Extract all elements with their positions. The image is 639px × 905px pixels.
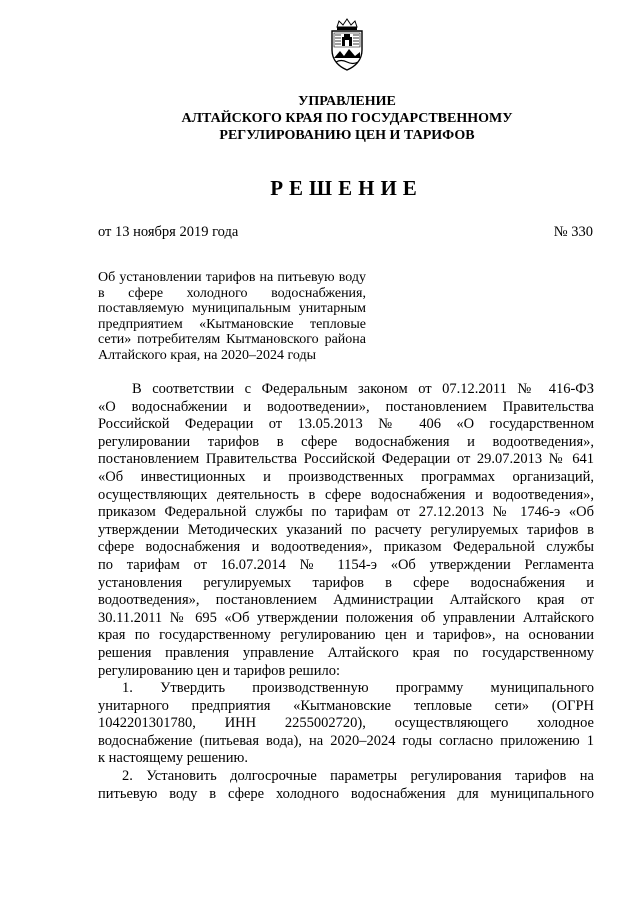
text-line: регулировании тарифов в сфере водоснабжения и водоотведения», bbox=[98, 433, 594, 450]
text-line: «Об инвестиционных и производственных программах организаций, bbox=[98, 468, 594, 485]
document-date: от 13 ноября 2019 года bbox=[98, 224, 239, 240]
agency-header bbox=[160, 93, 534, 144]
text-line: 30.11.2011 № 695 «Об утверждении положения об управлении Алтайского bbox=[98, 609, 594, 626]
text-line: решения правления управление Алтайского края по государственному bbox=[98, 644, 594, 661]
text-line: В соответствии с Федеральным законом от 07.12.2011 № 416-ФЗ bbox=[132, 381, 594, 397]
text-line: 1042201301780, ИНН 2255002720), осуществляющего холодное bbox=[98, 715, 594, 732]
text-line: по тарифам от 16.07.2014 № 1154-э «Об утверждении Регламента bbox=[98, 556, 594, 573]
body-paragraph-2 bbox=[98, 680, 594, 768]
text-line: «О водоснабжении и водоотведении», постановлением Правительства bbox=[98, 398, 594, 415]
text-line: питьевую воду в сфере холодного водоснабжения для муниципального bbox=[98, 785, 594, 802]
body-paragraph-3 bbox=[98, 768, 594, 803]
text-line: 1. Утвердить производственную программу муниципального bbox=[122, 680, 594, 697]
text-line: Российской Федерации от 13.05.2013 № 406 «О государственном bbox=[98, 416, 594, 433]
document-body bbox=[98, 381, 594, 803]
text-line: приказом Федеральной службы по тарифам от 27.12.2013 № 1746-э «Об bbox=[98, 504, 594, 521]
text-line: регулированию цен и тарифов решило: bbox=[98, 662, 340, 679]
document-title: РЕШЕНИЕ bbox=[270, 176, 423, 200]
text-line: водоотведения», постановлением Администрации Алтайского края от bbox=[98, 592, 594, 609]
text-line: сфере водоснабжения и водоотведения», приказом Федеральной службы bbox=[98, 539, 594, 556]
document-number: № 330 bbox=[553, 224, 593, 240]
text-line: края по государственному регулированию цен и тарифов», на основании bbox=[98, 627, 594, 644]
header-line: УПРАВЛЕНИЕ bbox=[298, 94, 396, 109]
body-paragraph-1 bbox=[98, 381, 594, 680]
document-subject: Об установлении тарифов на питьевую воду в сфере холодного водоснабжения, поставляемую муниципальным унитарным предприятием «Кытмановские тепловые сети» потребителям Кытмановского района Алтайского края, на 2020–2024 годы bbox=[98, 270, 366, 363]
header-line: РЕГУЛИРОВАНИЮ ЦЕН И ТАРИФОВ bbox=[219, 128, 475, 143]
text-line: 2. Установить долгосрочные параметры регулирования тарифов на bbox=[122, 768, 594, 785]
text-line: осуществляющих деятельность в сфере водоснабжения и водоотведения», bbox=[98, 486, 594, 503]
text-line: водоснабжение (питьевая вода), на 2020–2024 годы согласно приложению 1 bbox=[98, 732, 594, 749]
text-line: установления регулируемых тарифов в сфере водоснабжения и bbox=[98, 574, 594, 591]
text-line: утверждении Методических указаний по расчету регулируемых тарифов в bbox=[98, 521, 594, 538]
text-line: к настоящему решению. bbox=[98, 750, 249, 767]
text-line: постановлением Правительства Российской Федерации от 29.07.2013 № 641 bbox=[98, 451, 594, 468]
text-line: унитарного предприятия «Кытмановские тепловые сети» (ОГРН bbox=[98, 697, 594, 714]
header-line: АЛТАЙСКОГО КРАЯ ПО ГОСУДАРСТВЕННОМУ bbox=[181, 111, 513, 126]
coat-of-arms-emblem bbox=[327, 18, 367, 72]
